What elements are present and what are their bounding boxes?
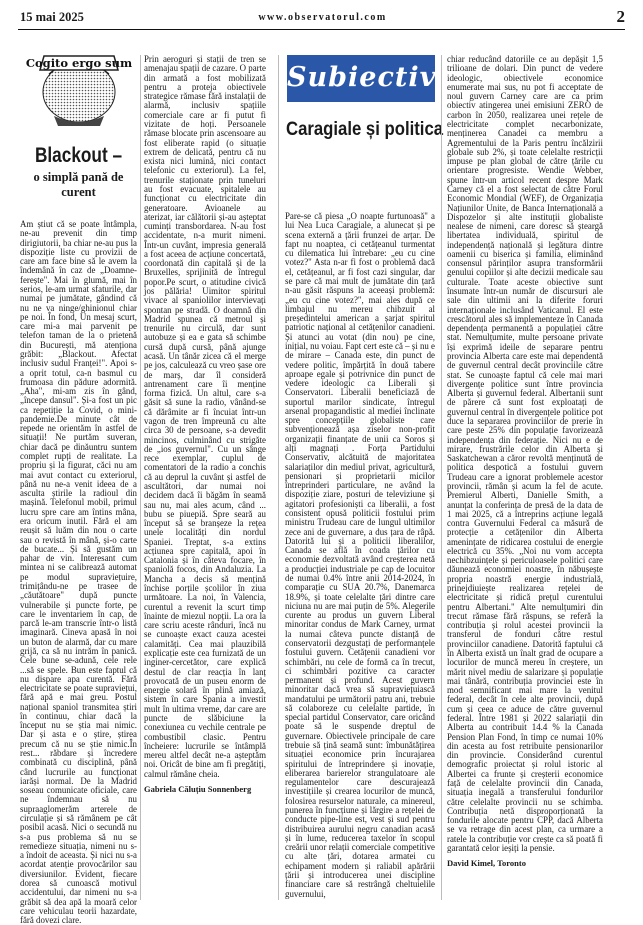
article1-text-part2: Prin aeroguri și stații de tren se amenajau spații de cazare. O parte din armată a fost mobilizată pentru a proteja obiectivele strategice rămase fără instalații de alarmă, inclusiv spațiile comerciale care ar fi putut fi vizitate de hoți. Persoanele rămase blocate prin ascensoare au fost eliberate rapid (o situație extrem de delicată, pentru că nu exista nici lumină, nici contact telefonic cu exteriorul). La fel, trenurile staționate prin tuneluri au fost evacuate, spitalele au funcționat cu electricitate din generatoare. Avioanele au aterizat, iar călătorii și-au așteptat cuminți transbordarea. N-au fost accidentate, n-a murit nimeni. Într-un cuvânt, impresia generală a fost aceea de acțiune concertată, coordonată din capitală și de la Bruxelles, sprijinită de întregul popor.Pe scurt, o atitudine civică jos pălăria! Uimitor spiritul vivace al spaniolilor intervievați spontan pe stradă. O doamnă din Madrid spunea că metroul și trenurile nu circulă, dar sunt autobuze și ea e gata să schimbe cursă după cursă, până ajunge acasă. Un tânăr zicea că el merge pe jos, calculează cu vreo șase ore de marș, dar îl consideră antrenament care îi menține forma fizică. Un altul, care s-a găsit să sune la radio, vânând-se că dărâmite ar fi încuiat într-un vagon de tren împreună cu alte circa 30 de persoane, s-a devedit mincinos, culminând cu strigăte de „ios guvernul". Cu un sânge rece exemplar, cuplul de comentatori de la radio a conchis că au deprul la cuvânt și astfel de ascultători, dar numai noi decidem dacă îi băgăm în seamă sau nu, mai ales acum, când ... bubu se piuepiă. Spre seară au început să se branșeze la rețea unele localități din nordul Spaniei. Treptat, s-a extins acțiunea spre capitală, apoi în Catalonia și în căteva focare, în spaniolă focos, din Andaluzia. La Mancha a decis să mențină închise porțile școlilor în ziua următoare. La noi, în Valencia, curentul a revenit la scurt timp înainte de miezul nopții. La ora la care scriu aceste rânduri, încă nu se cunoaște exact cauza acestei calamități. Cea mai plauzibilă explicație este cea furnizată de un inginer-cercetător, care explică destul de clar reacția în lanț provocată de un puseu enorm de energie solară în plină amiază, sistem în care Spania a investit mult în ultima vreme, dar care are puncte de slăbiciune la conexiunea cu vechile centrale pe combustibil clasic. Pentru încheiere: lucrurile se întâmplă mereu altfel decât ne-a așteptăm noi. Oricât de bine am fi pregătiți, calmul rămâne cheia. (144, 54, 266, 779)
article1-column-1 (20, 219, 137, 925)
column-divider (278, 55, 279, 900)
article2-author: David Kimel, Toronto (447, 858, 526, 869)
site-url[interactable]: www.observatorul.com (258, 12, 387, 23)
article2-column-1 (285, 212, 435, 900)
article2-text-part1: Pare-se că piesa „O noapte furtunoasă" a lui Nea Luca Caragiale, a alunecat și pe scena externă a țării frunzei de arțar. De fapt nu noaptea, ci cetățeanul turmentat cu dilematica lui întrebare: „eu cu cine votez?" Asta n-ar fi fost o problemă dacă el, cetățeanul, ar fi fost cazi singular, dar se pare că mai mult de jumătate din țară n-au găsit răspuns la aceeași problemă: „eu cu cine votez?", mai ales după ce limbajul nu mereu chibzuit al președintelui american a șarjat spiritul patriotic național al cetățenilor canadieni. Și atunci au votat (din nou) pe cine, inițial, nu voiau. Fapt cert este că – și nu e de mirare – Canada este, din punct de vedere politic, împărțită în două tabere aproape egale și potrivnice din punct de vedere ideologic ca Liberali și Conservatori. Liberalii beneficiază de suportul marilor sindicate, întregul arsenal propagandistic al mediei înclinate spre concepțiile globaliste care subvenționează așa ziselor non-profit organizații finanțate de unii ca Soros și alți magnați . Forța Partidului Conservativ, alcătuită de majoritatea salariaților din mediul privat, agricultură, pensionari și proprietarii micilor întreprinderi particulare, ne având la dispoziție ziare, posturi de televiziune și agitatori profesioniști ca liberalii, a fost consistent opusă politicii fostului prim ministru Trudeau care de lungul ultimilor zece ani de guvernare, a dus țara de râpă. Datorită lui și a politicii liberalilor, Canada se află în coada țărilor cu economie dezvoltată având creșterea netă a producției industriale pe cap de locuitor de numai 0.4% între anii 2014-2024, în comparație cu SUA 20.7%, Danemarca 18.9%, și toate celelalte țări dintre care niciuna nu are mai puțin de 5%. Alegerile curente au produs un guvern Liberal minoritar condus de Mark Carney, urmat la numai câteva puncte distanță de conservatorii dezgustați de performanțele fostului guvern. Cetățenii canadieni vor schimbări, nu cele de formă ca în trecut, ci schimbări pozitive ca caracter permanent și profund. Acest guvern minoritar dacă vrea să supraviețuiască mandatului pe următorii patru ani, trebuie să colaboreze cu celelalte partide, în special partidul Conservator, care oricând poate să le suspende dreptul de guvernare. Obiectivele principale de care trebuie să țină seamă sunt: îmbunătățirea situației economice prin încurajarea spiritului de întreprindere și inovație, eliberarea barierelor strangulatoare ale regulamentelor care descurajează investițiile și creareа locurilor de muncă, folosirea resurselor naturale, ca minereul, punerea în funcțiune și lărgire a rețelei de conducte pipe-line est, vest și sud pentru distribuirea aurului negru canadian acasă și în lume, reducerea taxelor în scopul creării unor relații comerciale competitive cu alte țări, dotarea armatei cu echipament modern și raliabil apărării țării și introducerea unei discipline financiare care să restrângă cheltuielile guvernului, (285, 211, 435, 899)
column-divider (441, 55, 442, 900)
article2-text-part2: chiar reducând datoriile ce au depășit 1,5 trilioane de dolari. Din punct de vedere ideologic, obiectivele economice enumerate mai sus, nu pot fi acceptate de noul guvern Carney care are ca prim obiectiv atingerea unei emisiuni ZERO de carbon în 2050, realizarea unei rețele de electricitate complet necarbonizate, menținerea Canadei ca membru a Agrementului de la Paris pentru încălzirii globale sub 2%, și toate celelalte restricții impuse pe plan global de către țările cu orientare progresiste. Wendie Webber, spune într-un articol recent despre Mark Carney că el a fost selectat de către Forul Economic Mondial (WEF), de Organizația Națiunilor Unite, de Banca Internațională a Dispozelor și alte instituții globaliste nealese de nimeni, care doresc să șteargă libertatea individuală, spiritul de independență națională și legătura dintre oamenii cu biserica și familia, eliminând consensul părinților asupra transformării genului copiilor și alte decizii medicale sau culturale. Toate aceste obiective sunt însumate într-un număr de discursuri ale sale din ultimii ani la diferite foruri internaționale inclusând Vaticanul. El este crescătorul ales să implementeze în Canada dependența permanentă a populației către stat. Nemulțumite, multe persoane private își exprimă ideile de separare pentru provincia Alberta care este mai dependentă de guvernul central decât provinciile către stat. Se cunoaște faptul că cele mai mari divergențe politice sunt între provincia Alberta și guvernul federal. Albertanii sunt de părere că sunt fost exploatați de guvernul central în divergențele politice pot duce la separarea provinciilor de prerie în care peste 25% din populație favorizează independența din federație. Nici nu e de mirare, frustrările celor din Alberta și Saskatchewan a căror revoltă menținută de politica despotică a fostului guvern Trudeau care a ignorat problemele acestor provincii, rămân și acum la fel de acute. Premierul Alberti, Danielle Smith, a anunțat la conferința de presă de la data de 1 mai 2025, că a întreprins acțiune legală contra Guvernului Federal ca măsură de protecție a cetățenilor din Alberta amenințate de ridicarea costului de energie electrică cu 35%. „Noi nu vom accepta nechibzuințele și periculoasele politici care dăunează economiei noastre, în năbușește propria noastră energie industrială, prinejdiuiește realizarea rețelei de electricitate și ridică prețul curentului pentru Albertani." Alte nemulțumiri din trecut rămase fără răspuns, se referă la contribuția și rolul acestei provincii la transferul de fonduri către restul provinciilor canadiene. Datorită faptului că în Alberta există un înalt grad de ocupare a locurilor de muncă mereu în creștere, un mărit nivel mediu de salarizare și populație mai tânără, contribuția provinciei este în mod semnificant mai mare la venitul federal, decât în cele alte provincii, după cum și ceea ce aduce de către guvernul federal. Între 1981 și 2022 salariații din Alberta au contribuit 14.4 % la Canada Pension Plan Fond, în timp ce numai 10% din acesta au fost retribuite pensionarilor din provincie. Considerând curentul demografic proiectat și rolul istoric al Albertei ca frunte și creșterii economice față de celelalte provincii din Canada, situația inegală a transferului fondurilor către celelalte provincii nu se schimba. Contribuția netă disproporționată la fondurile alocate pentru CPP, dacă Alberta se va retrage din acest plan, ca urmare a ratele la contribuție vor crește ca să poată fi garantată celor ieșiți la pensie. (447, 54, 603, 853)
issue-date: 15 mai 2025 (20, 10, 84, 24)
logo-text: Cogito ergo sum (25, 56, 133, 70)
header-rule (18, 29, 625, 30)
article1-text-part1: Am știut că se poate întâmpla, ne-au prevenit din timp dirigiutorii, ba chiar ne-au pus la dispoziție liste cu provizii de care am face bine să le avem la îndemână în caz de „Doamne-ferește". Mai în glumă, mai în serios, le-am urmat sfaturile, dar numai pe jumătate, gândind că nu ne va ninge/ghinionul chiar pe noi. În fond, Un mesaj scurt, care mi-a mai parvenit pe telefon taman de la o prietenă din București, mă atenționa grăbit: „Blackout. Afectat inclusiv sudul Franței!". Apoi s-a oprit totul, ca-n basmul cu frumoasa din pădure adormită. „Aha", mi-am zis în gând, „începe dansul". Și-a fost un pic ca repetiție la Covid, o mini-pandemie.De minute cât de repede ne orientăm în astfel de situații! Ne purtăm suveran, chiar dacă pe dinăuntru suntem complet rupți de realitate. La propriu și la figurat, căci nu am mai avut contact cu exteriorul, până nu ne-a venit ideea de a asculta știrile la radioul din mașină. Telefonul mobil, primul lucru spre care am întins mâna, era oricum inutil. Fără el am reușit să luăm din nou o carte sau o revistă în mână, și-o carte de bucate... Și să gustăm un pahar de vin. Interesant cum mintea ni se calibrează automat pe modul supraviețuire, trimițându-ne pe trasee de „căutătoare" după puncte vulnerabile și puncte forte, pe care le inventariem în cap, de parcă le-am transcrie într-o listă imaginară. Cineva apasă în noi un buton de alarmă, dar cu mare grijă, ca să nu intrăm în panică. Cele bune se-adună, cele rele ...să se spele. Bun este faptul că nu dispare apa curentă. Fără electricitate se poate supraviețui, fără apă e mai greu. Postul național spaniol transmitea știri în continuu, chiar dacă la început nu se știa mai nimic. Dar și asta e o știre, știrea precum că nu se știe nimic.În rest... răbdare și încredere combinată cu disciplină, până când lucrurile au funcționat iarăși normal. De la Madrid soseau comunicate oficiale, care ne îndemnau să nu supraaglomerăm arterele de circulație și să rămânem pe cât posibil acasă. Nici o secundă nu s-a pus problema să nu se remedieze situația, nimeni nu s-a îndoit de aceasta. Și nici nu s-a acordat atenție provocărilor sau diversiunilor. Evident, fiecare dorea să cunoască motivul accidentului, dar nimeni nu s-a grăbit să dea apă la moară celor care vehiculau teorii hazardate, fără dovezi clare. (20, 219, 137, 925)
article1-title: Blackout – (34, 144, 123, 167)
page-header (20, 7, 625, 30)
page-number: 2 (616, 7, 625, 26)
article1-author: Gabriela Căluțiu Sonnenberg (144, 783, 252, 794)
cogito-logo (24, 38, 134, 128)
article1-column-2 (144, 55, 266, 903)
article2-column-2 (447, 55, 603, 903)
section-banner: Subiectiv (287, 55, 435, 102)
column-divider (140, 55, 141, 900)
article2-title: Caragiale și politica (286, 119, 444, 140)
article1-subtitle: o simplă pană de curent (33, 170, 124, 199)
